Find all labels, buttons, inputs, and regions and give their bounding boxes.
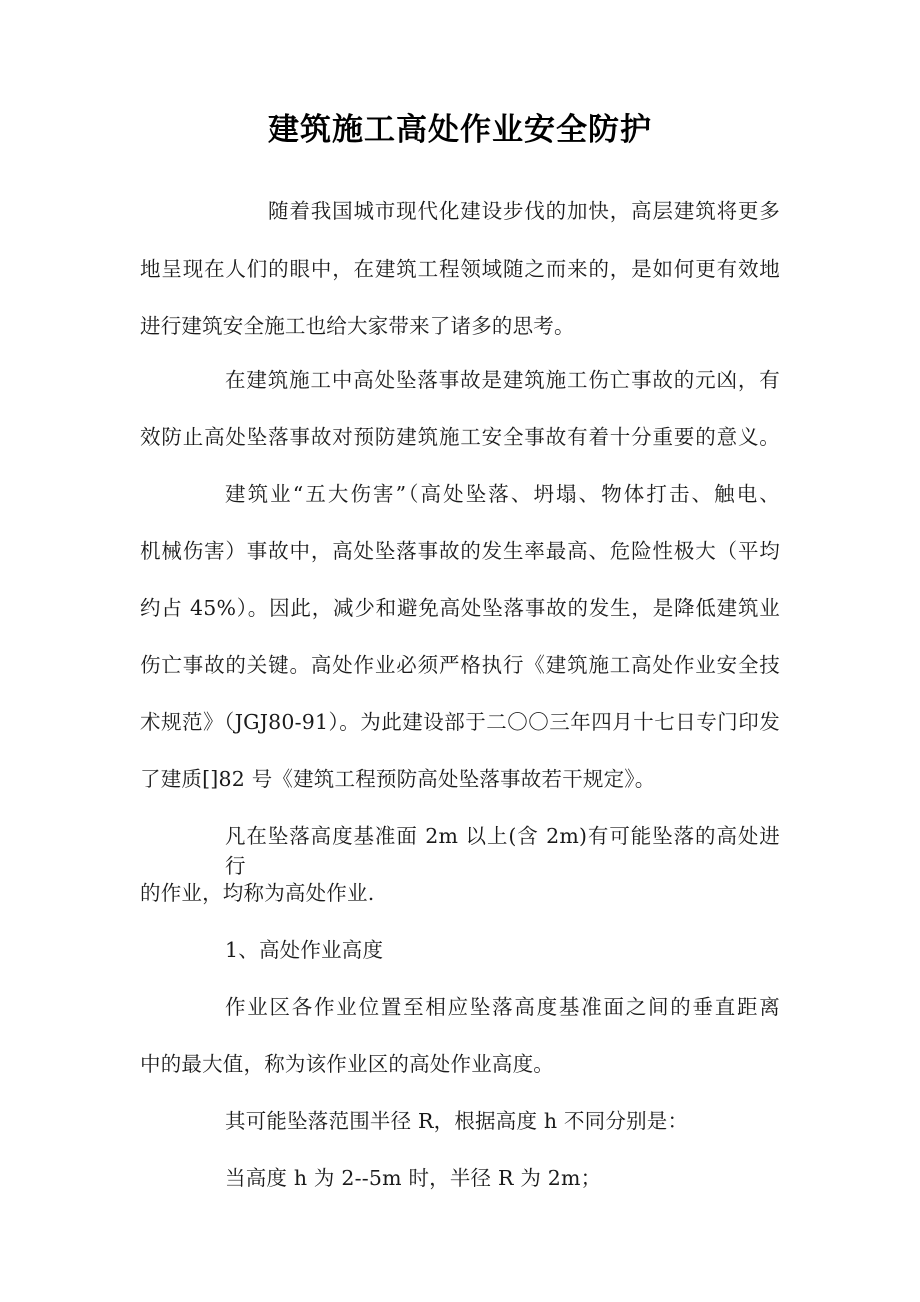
paragraph-line: 中的最大值，称为该作业区的高处作业高度。 <box>140 1052 554 1076</box>
paragraph-line: 机械伤害）事故中，高处坠落事故的发生率最高、危险性极大（平均 <box>140 539 780 563</box>
paragraph-line: 效防止高处坠落事故对预防建筑施工安全事故有着十分重要的意义。 <box>140 425 780 449</box>
paragraph-line: 当高度 h 为 2--5m 时，半径 R 为 2m； <box>225 1166 602 1190</box>
document-title: 建筑施工高处作业安全防护 <box>268 112 652 148</box>
paragraph-line: 的作业，均称为高处作业. <box>140 881 375 905</box>
paragraph-line: 在建筑施工中高处坠落事故是建筑施工伤亡事故的元凶，有 <box>225 368 780 392</box>
paragraph-line: 建筑业“五大伤害”（高处坠落、坍塌、物体打击、触电、 <box>225 482 780 506</box>
paragraph-line: 伤亡事故的关键。高处作业必须严格执行《建筑施工高处作业安全技 <box>140 653 780 677</box>
paragraph-line: 进行建筑安全施工也给大家带来了诸多的思考。 <box>140 314 575 338</box>
paragraph-line: 地呈现在人们的眼中，在建筑工程领域随之而来的，是如何更有效地 <box>140 257 780 281</box>
paragraph-line: 其可能坠落范围半径 R，根据高度 h 不同分别是： <box>225 1109 689 1133</box>
paragraph-line: 了建质[]82 号《建筑工程预防高处坠落事故若干规定》。 <box>140 767 656 791</box>
paragraph-line: 凡在坠落高度基准面 2m 以上(含 2m)有可能坠落的高处进行 <box>225 824 780 878</box>
section-heading: 1、高处作业高度 <box>225 938 384 962</box>
paragraph-line: 术规范》（JGJ80-91）。为此建设部于二〇〇三年四月十七日专门印发 <box>140 710 780 734</box>
paragraph-line: 随着我国城市现代化建设步伐的加快，高层建筑将更多 <box>268 199 780 223</box>
paragraph-line: 约占 45%）。因此，减少和避免高处坠落事故的发生，是降低建筑业 <box>140 596 780 620</box>
paragraph-line: 作业区各作业位置至相应坠落高度基准面之间的垂直距离 <box>225 995 780 1019</box>
